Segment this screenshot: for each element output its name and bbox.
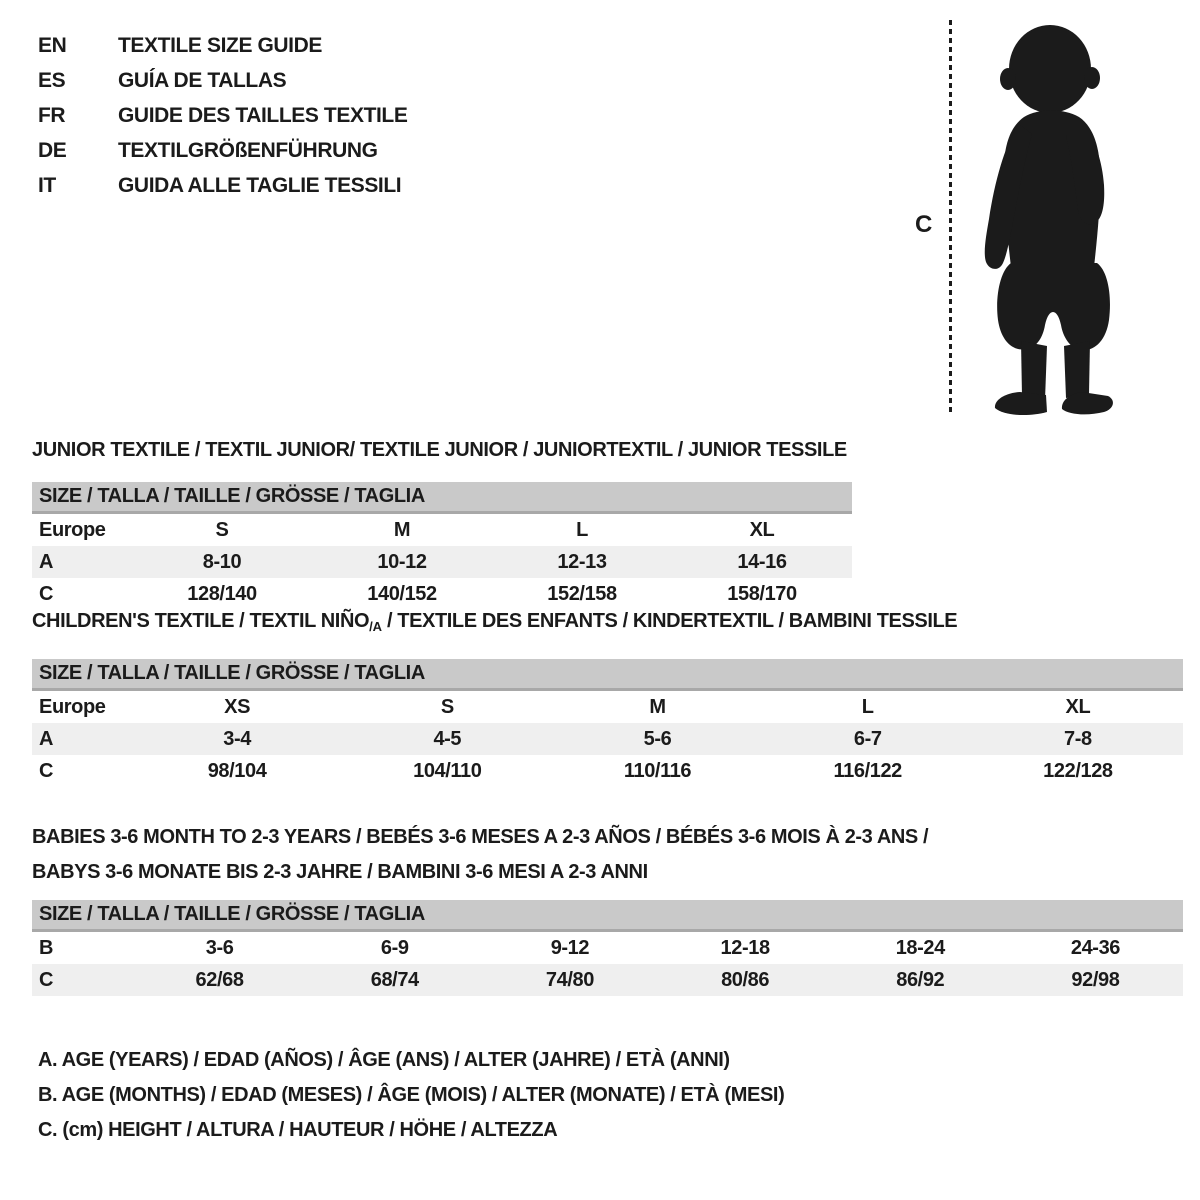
table-heading [32,439,1200,461]
table-cell: 24-36 [1070,937,1121,959]
row-label: A [39,551,54,573]
table-cell: 4-5 [433,728,462,750]
language-title: GUIDE DES TAILLES TEXTILE [118,104,408,127]
table-cell: 10-12 [377,551,427,573]
measure-c-label: C [915,211,932,238]
language-code: EN [38,34,67,57]
table-cell: 18-24 [895,937,945,959]
size-table [32,482,852,610]
row-label: C [39,583,54,605]
table-cell: 68/74 [370,969,419,991]
language-title: GUÍA DE TALLAS [118,69,287,92]
size-table [32,659,1183,787]
table-row [32,932,1183,964]
table-cell: XL [1065,696,1091,718]
heading-text: / TEXTILE DES ENFANTS / KINDERTEXTIL / BAMBINI TESSILE [381,610,958,632]
row-label: A [39,728,54,750]
toddler-silhouette-icon [967,17,1137,417]
table-row [32,546,852,578]
size-header-bar [32,482,852,514]
section-childrens-textile [32,610,1200,787]
heading-text: BABYS 3-6 MONATE BIS 2-3 JAHRE / BAMBINI 3-6 MESI A 2-3 ANNI [32,861,648,883]
heading-text: JUNIOR TEXTILE / TEXTIL JUNIOR/ TEXTILE JUNIOR / JUNIORTEXTIL / JUNIOR TESSILE [32,439,847,461]
language-title: TEXTILE SIZE GUIDE [118,34,322,57]
table-cell: 128/140 [187,583,257,605]
table-cell: 9-12 [550,937,590,959]
table-heading-line [32,820,1200,855]
row-label: B [39,937,54,959]
height-dashed-line [949,20,952,416]
table-row [32,691,1183,723]
table-cell: 14-16 [737,551,787,573]
table-cell: 92/98 [1071,969,1120,991]
table-cell: 98/104 [207,760,267,782]
table-cell: 6-7 [853,728,882,750]
row-label: C [39,969,54,991]
language-title: GUIDA ALLE TAGLIE TESSILI [118,174,402,197]
table-cell: 116/122 [833,760,902,782]
table-cell: 86/92 [896,969,945,991]
table-heading [32,820,1200,890]
table-heading-line [32,855,1200,890]
table-cell: 104/110 [413,760,482,782]
footnote-line: C. (cm) HEIGHT / ALTURA / HAUTEUR / HÖHE / ALTEZZA [38,1119,558,1141]
table-cell: 5-6 [643,728,672,750]
size-header-text: SIZE / TALLA / TAILLE / GRÖSSE / TAGLIA [39,903,425,925]
size-header-bar [32,659,1183,691]
footnotes [38,1043,1200,1148]
heading-text: /A [369,619,382,634]
row-label: Europe [39,696,106,718]
section-babies-textile [32,820,1200,996]
height-measure-figure [915,15,1155,420]
section-junior-textile [32,439,1200,610]
language-title: TEXTILGRÖßENFÜHRUNG [118,139,378,162]
table-cell: XS [224,696,251,718]
size-header-text: SIZE / TALLA / TAILLE / GRÖSSE / TAGLIA [39,485,425,507]
table-row [32,755,1183,787]
table-cell: 140/152 [367,583,437,605]
footnote-line: B. AGE (MONTHS) / EDAD (MESES) / ÂGE (MOIS) / ALTER (MONATE) / ETÀ (MESI) [38,1084,785,1106]
table-heading [32,610,1200,638]
table-cell: M [393,519,411,541]
table-cell: 12-18 [720,937,770,959]
language-code: ES [38,69,66,92]
size-table [32,900,1183,996]
heading-text: BABIES 3-6 MONTH TO 2-3 YEARS / BEBÉS 3-6 MESES A 2-3 AÑOS / BÉBÉS 3-6 MOIS À 2-3 ANS / [32,826,929,848]
table-heading-line [32,610,1200,638]
language-code: IT [38,174,56,197]
table-cell: 122/128 [1043,760,1113,782]
table-cell: 7-8 [1064,728,1092,750]
table-cell: 6-9 [380,937,409,959]
tables-area [32,439,1200,996]
table-cell: S [215,519,229,541]
heading-text: CHILDREN'S TEXTILE / TEXTIL NIÑO [32,610,370,632]
language-code: FR [38,104,66,127]
table-cell: L [861,696,874,718]
table-cell: 110/116 [623,760,692,782]
table-cell: 80/86 [721,969,770,991]
table-row [32,514,852,546]
table-cell: 158/170 [727,583,797,605]
table-row [32,723,1183,755]
footnote-line: A. AGE (YEARS) / EDAD (AÑOS) / ÂGE (ANS) / ALTER (JAHRE) / ETÀ (ANNI) [38,1049,730,1071]
table-cell: 74/80 [545,969,594,991]
size-header-text: SIZE / TALLA / TAILLE / GRÖSSE / TAGLIA [39,662,425,684]
language-code: DE [38,139,67,162]
table-row [32,578,852,610]
table-cell: XL [749,519,775,541]
row-label: C [39,760,54,782]
table-row [32,964,1183,996]
size-header-bar [32,900,1183,932]
row-label: Europe [39,519,106,541]
table-cell: L [576,519,588,541]
table-cell: S [440,696,454,718]
table-cell: 3-6 [205,937,234,959]
table-cell: 3-4 [223,728,251,750]
table-heading-line [32,439,1200,461]
table-cell: 12-13 [557,551,607,573]
table-cell: 8-10 [202,551,242,573]
table-cell: 152/158 [547,583,617,605]
table-cell: M [649,696,666,718]
table-cell: 62/68 [195,969,244,991]
